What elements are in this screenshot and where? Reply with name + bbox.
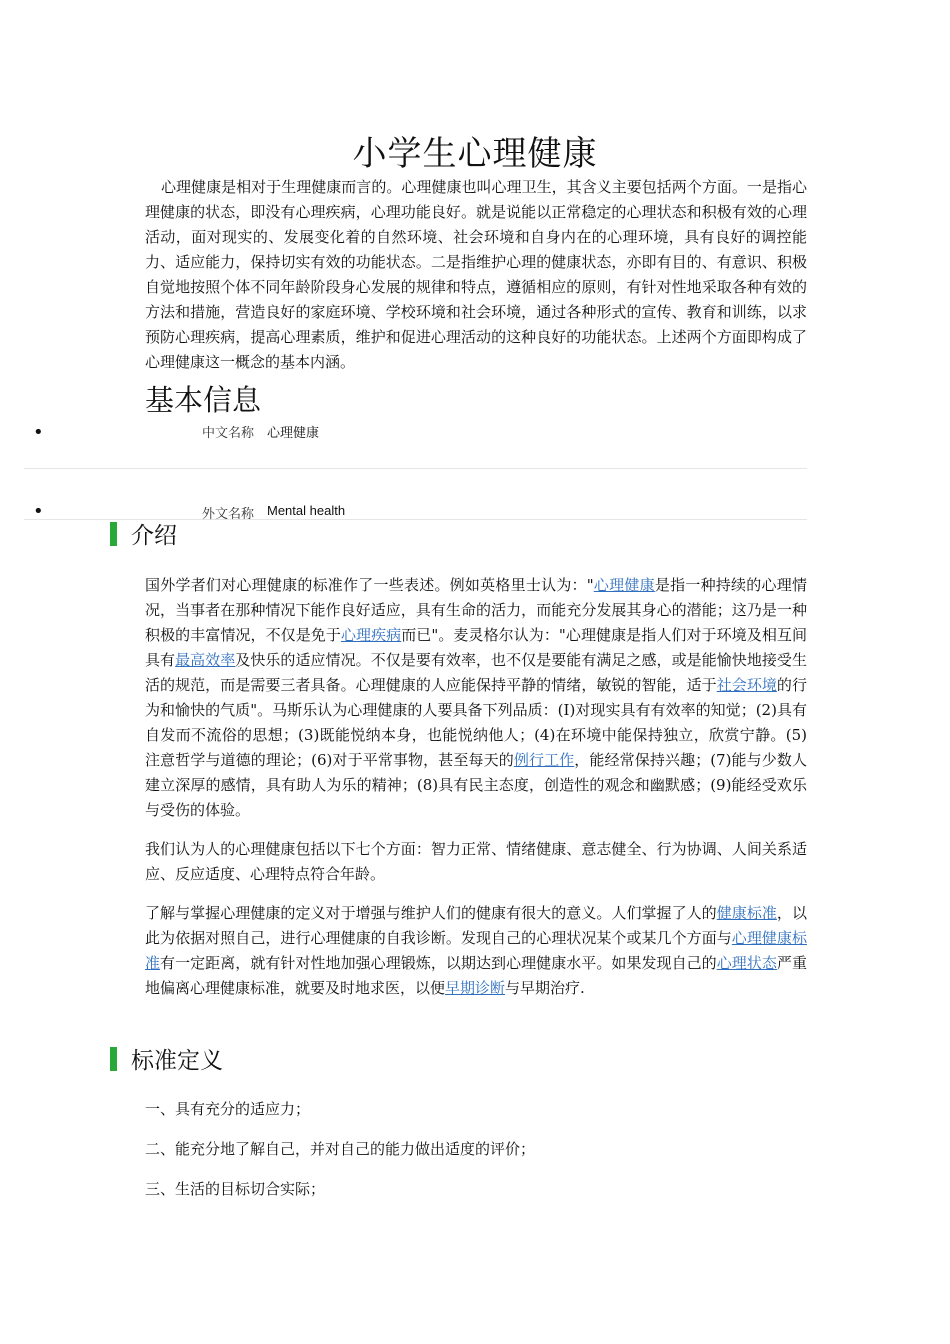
standard-item: 三、生活的目标切合实际； — [145, 1180, 326, 1198]
paragraph-text: ，以此为依据对照自己，进行心理健康的自我诊断。发现自己的心理状况某个或某几个方面与 — [145, 904, 807, 947]
page-title: 小学生心理健康 — [352, 134, 598, 174]
inline-link[interactable]: 社会环境 — [716, 676, 777, 694]
section-heading-text: 标准定义 — [131, 1048, 223, 1074]
basic-info-heading: 基本信息 — [145, 383, 262, 417]
paragraph-text: 与早期治疗. — [505, 979, 585, 997]
basic-info-list — [24, 418, 807, 520]
paragraph-text: 严重地偏离心理健康标准，就要及时地求医，以便 — [145, 954, 807, 997]
paragraph-text: 及快乐的适应情况。不仅是要有效率，也不仅是要能有满足之感，或是能愉快地接受生活的规范，而是需要三者具备。心理健康的人应能保持平静的情绪，敏锐的智能，适于 — [145, 651, 807, 694]
inline-link[interactable]: 心理状态 — [716, 954, 777, 972]
inline-link[interactable]: 心理健康标准 — [145, 929, 807, 972]
inline-link[interactable]: 健康标准 — [716, 904, 777, 922]
paragraph-text: 而已"。麦灵格尔认为："心理健康是指人们对于环境及相互间具有 — [145, 626, 807, 669]
paragraph-text: 了解与掌握心理健康的定义对于增强与维护人们的健康有很大的意义。人们掌握了人的 — [145, 904, 717, 922]
section-heading-text: 介绍 — [131, 523, 177, 549]
info-label: 中文名称 — [202, 426, 255, 441]
paragraph-text: 有一定距离，就有针对性地加强心理锻炼，以期达到心理健康水平。如果发现自己的 — [160, 954, 717, 972]
section-bar-icon — [110, 522, 117, 546]
info-value: Mental health — [267, 503, 346, 518]
paragraph-text: ，能经常保持兴趣；(7)能与少数人建立深厚的感情，具有助人为乐的精神；(8)具有民主态度，创造性的观念和幽默感；(9)能经受欢乐与受伤的体验。 — [145, 751, 808, 819]
inline-link[interactable]: 心理健康 — [593, 576, 655, 594]
bullet-icon: • — [33, 422, 44, 443]
paragraph-text: 的行为和愉快的气质"。马斯乐认为心理健康的人要具备下列品质：(Ⅰ)对现实具有有效率的知觉；(2)具有自发而不流俗的思想；(3)既能悦纳本身，也能悦纳他人；(4)在环境中能保持独立，欣赏宁静。(5)注意哲学与道德的理论；(6)对于平常事物，甚至每天的 — [145, 676, 807, 769]
paragraph-text: 是指一种持续的心理情况，当事者在那种情况下能作良好适应，具有生命的活力，而能充分发展其身心的潜能；这乃是一种积极的丰富情况，不仅是免于 — [145, 576, 807, 644]
inline-link[interactable]: 最高效率 — [175, 651, 236, 669]
intro-section-paragraph-2: 我们认为人的心理健康包括以下七个方面：智力正常、情绪健康、意志健全、行为协调、人间关系适应、反应适度、心理特点符合年龄。 — [145, 840, 807, 883]
inline-link[interactable]: 例行工作 — [513, 751, 575, 769]
section-bar-icon — [110, 1047, 117, 1071]
standard-item: 二、能充分地了解自己，并对自己的能力做出适度的评价； — [145, 1140, 536, 1158]
standard-item: 一、具有充分的适应力； — [145, 1100, 311, 1118]
paragraph-text: 国外学者们对心理健康的标准作了一些表述。例如英格里士认为：" — [145, 576, 594, 594]
section-heading-intro — [110, 521, 177, 551]
intro-section-paragraph-3 — [145, 901, 807, 1001]
intro-section-paragraph-1 — [145, 573, 807, 823]
inline-link[interactable]: 早期诊断 — [445, 979, 506, 997]
section-heading-standard — [110, 1046, 223, 1076]
inline-link[interactable]: 心理疾病 — [340, 626, 402, 644]
info-value: 心理健康 — [267, 426, 320, 441]
intro-paragraph: 心理健康是相对于生理健康而言的。心理健康也叫心理卫生，其含义主要包括两个方面。一是指心理健康的状态，即没有心理疾病，心理功能良好。就是说能以正常稳定的心理状态和积极有效的心理活动，面对现实的、发展变化着的自然环境、社会环境和自身内在的心理环境，具有良好的调控能力、适应能力，保持切实有效的功能状态。二是指维护心理的健康状态，亦即有目的、有意识、积极自觉地按照个体不同年龄阶段身心发展的规律和特点，遵循相应的原则，有针对性地采取各种有效的方法和措施，营造良好的家庭环境、学校环境和社会环境，通过各种形式的宣传、教育和训练，以求预防心理疾病，提高心理素质，维护和促进心理活动的这种良好的功能状态。上述两个方面即构成了心理健康这一概念的基本内涵。 — [145, 178, 807, 371]
info-label: 外文名称 — [202, 507, 255, 522]
bullet-icon: • — [33, 501, 44, 522]
info-row-chinese-name — [24, 418, 807, 469]
info-row-foreign-name — [24, 469, 807, 520]
